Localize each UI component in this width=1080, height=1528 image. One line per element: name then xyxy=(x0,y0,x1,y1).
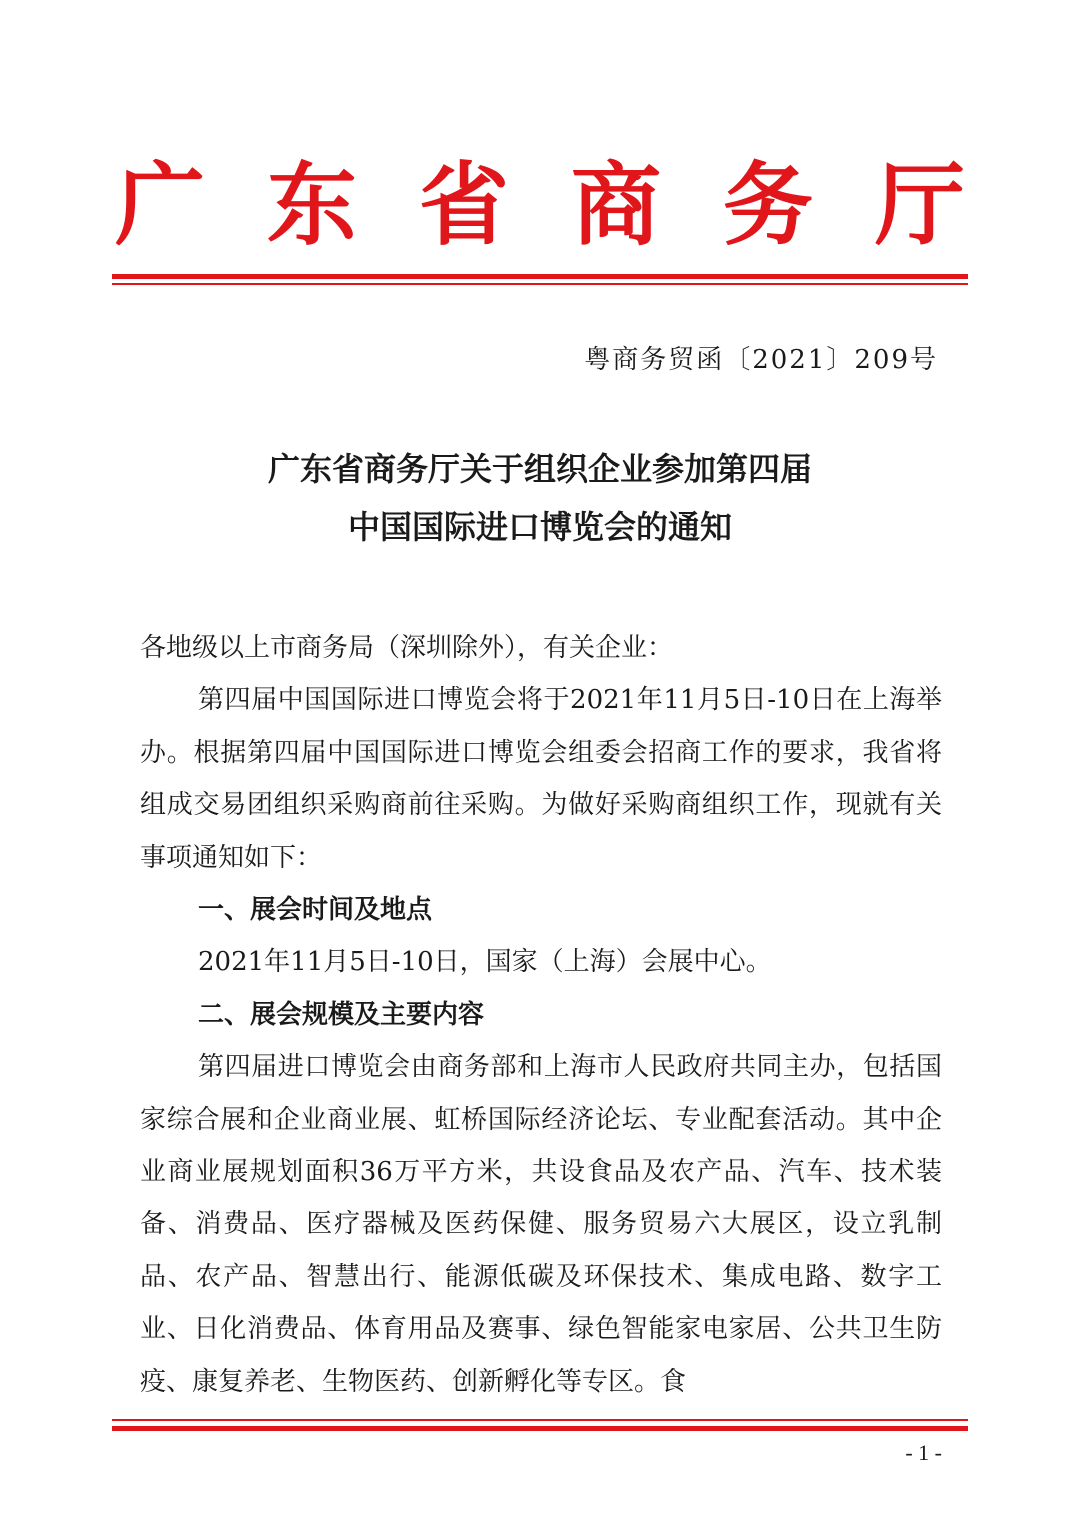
page-number: - 1 - xyxy=(905,1440,942,1465)
document-body xyxy=(140,622,942,1408)
header-red-rule-thin xyxy=(112,283,968,285)
document-number: 粤商务贸函〔2021〕209号 xyxy=(584,345,938,375)
document-title xyxy=(110,440,970,556)
footer-red-rule-thin xyxy=(112,1419,968,1421)
intro-paragraph: 第四届中国国际进口博览会将于2021年11月5日-10日在上海举办。根据第四届中国国际进口博览会组委会招商工作的要求，我省将组成交易团组织采购商前往采购。为做好采购商组织工作，现就有关事项通知如下： xyxy=(140,685,942,873)
issuer-char: 广 xyxy=(115,152,205,258)
section-2-heading: 二、展会规模及主要内容 xyxy=(198,999,485,1030)
section-2-paragraph: 第四届进口博览会由商务部和上海市人民政府共同主办，包括国家综合展和企业商业展、虹桥国际经济论坛、专业配套活动。其中企业商业展规划面积36万平方米，共设食品及农产品、汽车、技术装备、消费品、医疗器械及医药保健、服务贸易六大展区，设立乳制品、农产品、智慧出行、能源低碳及环保技术、集成电路、数字工业、日化消费品、体育用品及赛事、绿色智能家电家居、公共卫生防疫、康复养老、生物医药、创新孵化等专区。食 xyxy=(140,1052,942,1397)
section-1-paragraph: 2021年11月5日-10日，国家（上海）会展中心。 xyxy=(198,947,772,978)
section-1-heading: 一、展会时间及地点 xyxy=(198,895,433,926)
footer-red-rule-thick xyxy=(112,1426,968,1431)
issuer-char: 商 xyxy=(571,152,661,258)
issuer-char: 务 xyxy=(723,152,813,258)
header-red-rule-thick xyxy=(112,274,968,279)
document-title-line-2: 中国国际进口博览会的通知 xyxy=(347,508,732,546)
salutation: 各地级以上市商务局（深圳除外），有关企业： xyxy=(140,633,674,663)
issuer-char: 厅 xyxy=(875,152,965,258)
issuer-header xyxy=(110,150,970,260)
document-title-line-1: 广东省商务厅关于组织企业参加第四届 xyxy=(267,450,812,488)
issuer-char: 省 xyxy=(419,152,509,258)
issuer-char: 东 xyxy=(267,152,357,258)
